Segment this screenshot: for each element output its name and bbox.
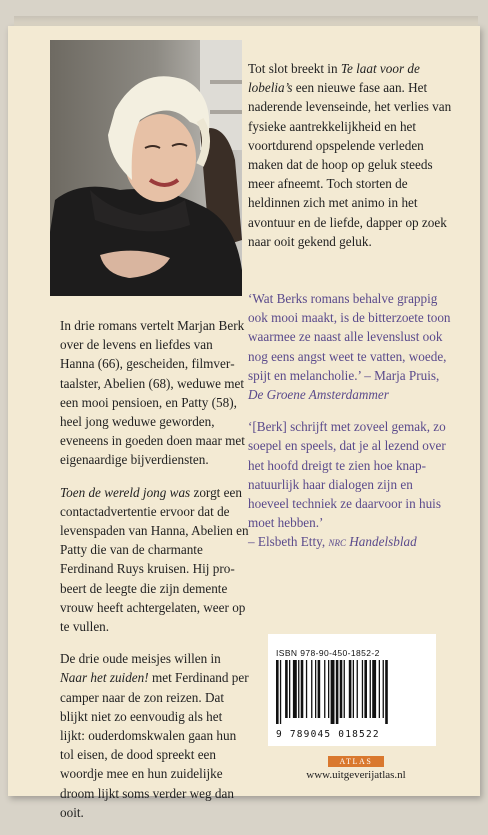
paragraph-second-novel [60,649,250,822]
quote-pruis [248,289,453,404]
second-novel-text: met Ferdinand per camper naar de zon reizen. Dat blijkt niet zo eenvoudig als het lijkt: ouderdomskwalen gaan hun tol eisen, de dood spreekt een woordje mee en hun zuidelijke droom lijkt soms verder weg dan ooit. [60,670,249,820]
barcode-bar [311,660,312,718]
barcode-bar [362,660,363,718]
barcode-bar [276,660,279,724]
quote-etty-text: ‘[Berk] schrijft met zoveel gemak, zo soepel en speels, dat je al lezend over het hoofd dreigt te zien hoe knap-natuurlijk haar dialogen zijn en hoeveel techniek ze daarvoor in huis moet hebben.’ [248,419,446,531]
barcode-bar [353,660,354,718]
barcode-bar [280,660,281,724]
second-novel-title: Naar het zuiden! [60,670,149,686]
barcode-bar [331,660,335,724]
barcode [270,660,434,730]
third-novel-intro: Tot slot breekt in [248,61,341,76]
right-column-text [248,59,453,264]
quote-etty-source: Handelsblad [345,534,417,550]
press-quotes [248,289,453,565]
quote-pruis-author: – Marja Pruis, [360,367,440,383]
barcode-bar [298,660,299,718]
barcode-bar [344,660,345,718]
barcode-bar [379,660,380,718]
third-novel-title: Te laat voor de lobelia’s [248,61,420,96]
quote-pruis-text: ‘Wat Berks romans behalve grappig ook mooi maakt, is de bitterzoete toon waarmee ze naast alle levenslust ook nog eens angst weet te vatten, woede, spijt en melancholie.’ [248,291,451,383]
barcode-bar [315,660,316,718]
barcode-bar [340,660,343,718]
barcode-bar [328,660,329,718]
left-column-text [60,316,250,835]
third-novel-text: een nieuwe fase aan. Het naderende levenseinde, het verlies van fysieke aantrekkelijkheid en het voortdurend opspelende verleden maken dat de hoop op geluk steeds meer afneemt. Toch storten de heldinnen zich met animo in het avontuur en de liefde, dapper op zoek naar ooit gekend geluk. [248,80,452,249]
barcode-bar [349,660,352,718]
ean-number: 9 789045 018522 [276,729,380,740]
barcode-bar [318,660,321,718]
second-novel-intro: De drie oude meisjes willen in [60,651,221,667]
barcode-bar [285,660,288,718]
barcode-bar [336,660,339,724]
first-novel-text: zorgt een contactadvertentie ervoor dat de levenspaden van Hanna, Abelien en Patty die van de charmante Ferdinand Ruys kruisen. Hij probeert de leegte die zijn demente vrouw heeft achtergelaten, weer op te vullen. [60,484,249,635]
publisher-website: www.uitgeverijatlas.nl [306,769,406,781]
barcode-bar [372,660,376,718]
paragraph-third-novel [248,59,453,251]
author-photo [50,40,242,296]
quote-pruis-source: De Groene Amsterdammer [248,387,389,403]
barcode-bar [289,660,290,718]
barcode-bar [370,660,371,718]
barcode-bar [364,660,367,718]
barcode-bar [385,660,388,724]
isbn-number: ISBN 978-90-450-1852-2 [276,648,380,658]
quote-etty-author: – Elsbeth Etty, [248,534,329,550]
barcode-bar [383,660,384,718]
barcode-bar [306,660,307,718]
first-novel-title: Toen de wereld jong was [60,484,191,500]
intro-paragraph: In drie romans vertelt Marjan Berk over de levens en liefdes van Hanna (66), gescheiden, filmvertaalster, Abelien (68), weduwe met een mooi pensioen, en Patty (58), heel jong weduwe geworden, eveneens in goeden doen maar met eigenaardige bijverdiensten. [60,318,245,468]
barcode-bar [293,660,297,718]
publisher-logo: ATLAS [328,756,384,767]
barcode-bar [357,660,358,718]
quote-etty [248,417,453,551]
quote-etty-source-abbr: nrc [328,534,346,550]
paragraph-first-novel [60,483,250,637]
barcode-bar [301,660,304,718]
barcode-bar [324,660,325,718]
